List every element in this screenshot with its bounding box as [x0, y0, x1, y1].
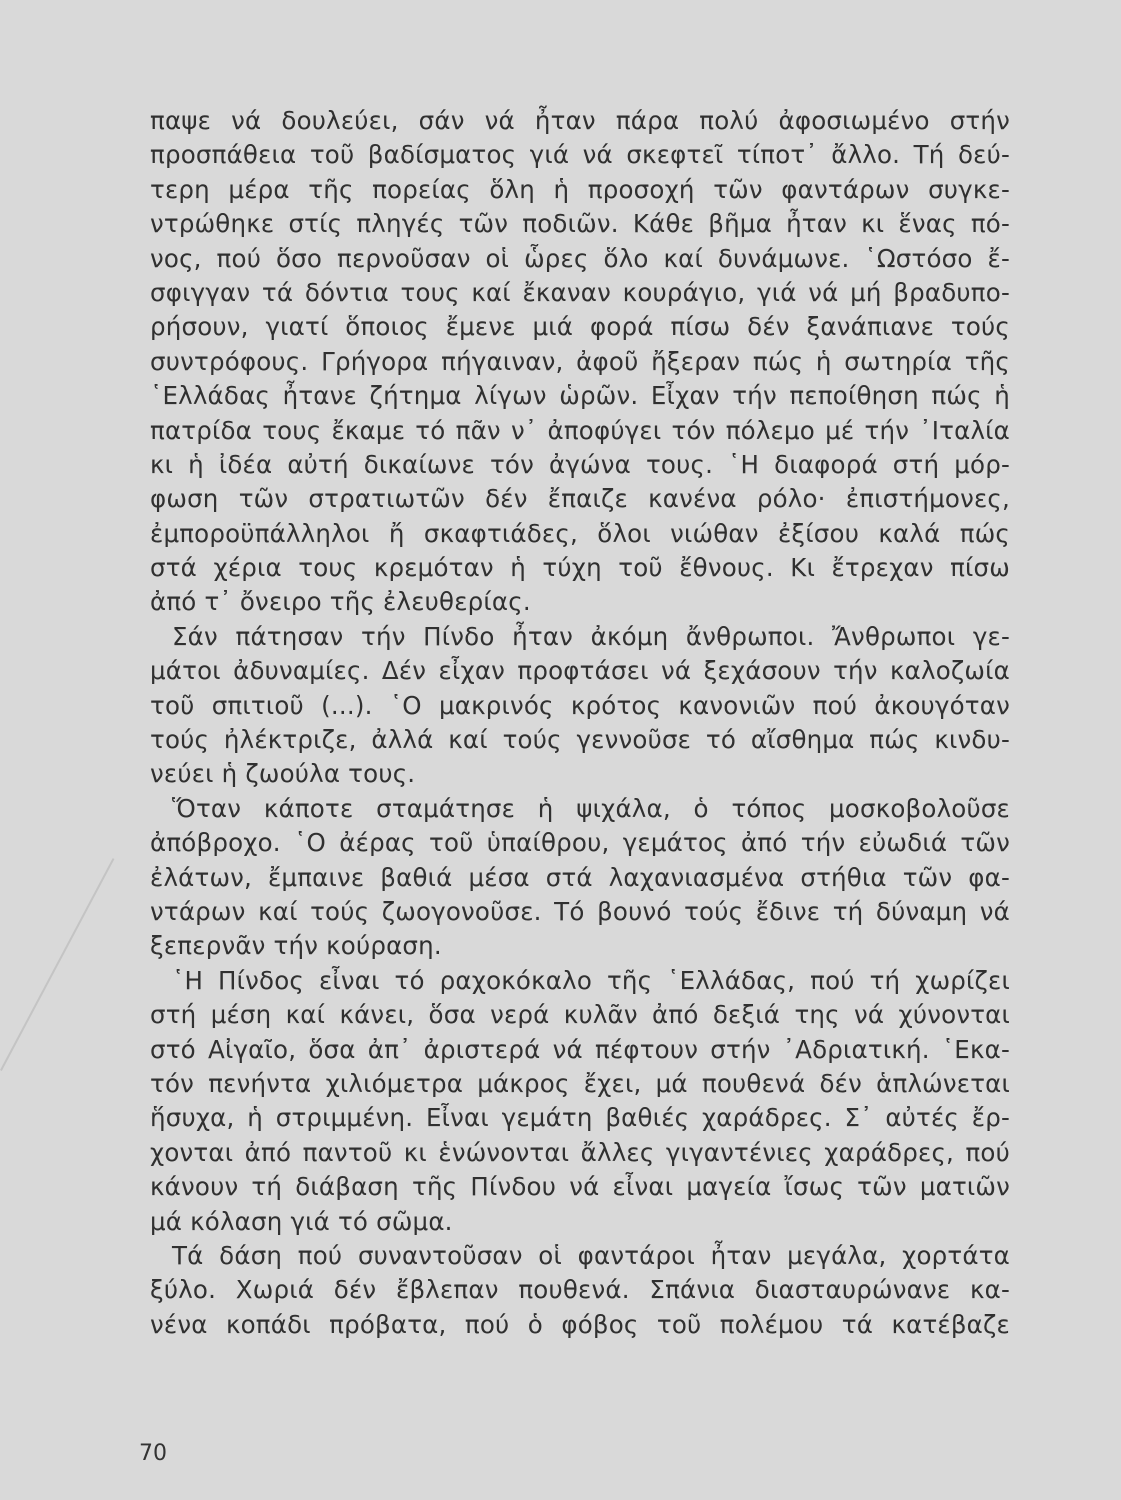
text-line: Ὅταν κάποτε σταμάτησε ἡ ψιχάλα, ὁ τόπος μοσκοβολοῦσε [172, 793, 1010, 823]
text-line: σφιγγαν τά δόντια τους καί ἔκαναν κουράγιο, γιά νά μή βραδυπο- [150, 277, 1010, 307]
text-line: νένα κοπάδι πρόβατα, πού ὁ φόβος τοῦ πολέμου τά κατέβαζε [150, 1309, 1010, 1339]
text-line: ῾Η Πίνδος εἶναι τό ραχοκόκαλο τῆς ῾Ελλάδας, πού τή χωρίζει [172, 965, 1010, 995]
text-line: Τά δάση πού συναντοῦσαν οἱ φαντάροι ἦταν μεγάλα, χορτάτα [172, 1240, 1010, 1270]
text-line: ξύλο. Χωριά δέν ἔβλεπαν πουθενά. Σπάνια διασταυρώνανε κα- [150, 1275, 1010, 1305]
text-line: παψε νά δουλεύει, σάν νά ἦταν πάρα πολύ ἀφοσιωμένο στήν [150, 106, 1010, 135]
text-line: ντρώθηκε στίς πληγές τῶν ποδιῶν. Κάθε βῆμα ἦταν κι ἕνας πό- [150, 209, 1010, 239]
text-line: ἀπό τ᾽ ὄνειρο τῆς ἐλευθερίας. [150, 587, 531, 617]
paragraph [150, 964, 1010, 1239]
text-line: χονται ἀπό παντοῦ κι ἑνώνονται ἄλλες γιγαντένιες χαράδρες, πού [150, 1137, 1010, 1167]
text-line: νος, πού ὅσο περνοῦσαν οἱ ὧρες ὅλο καί δυνάμωνε. ῾Ωστόσο ἔ- [150, 243, 1010, 273]
text-line: τούς ἠλέκτριζε, ἀλλά καί τούς γεννοῦσε τό αἴσθημα πώς κινδυ- [150, 725, 1010, 755]
text-line: μάτοι ἀδυναμίες. Δέν εἶχαν προφτάσει νά ξεχάσουν τήν καλοζωία [150, 656, 1010, 686]
text-line: ἐμποροϋπάλληλοι ἤ σκαφτιάδες, ὅλοι νιώθαν ἐξίσου καλά πώς [150, 518, 1010, 548]
text-line: στό Αἰγαῖο, ὅσα ἀπ᾽ ἀριστερά νά πέφτουν στήν ᾽Αδριατική. ῾Εκα- [150, 1034, 1010, 1064]
text-line: κάνουν τή διάβαση τῆς Πίνδου νά εἶναι μαγεία ἴσως τῶν ματιῶν [150, 1172, 1010, 1202]
text-line: πατρίδα τους ἔκαμε τό πᾶν ν᾽ ἀποφύγει τόν πόλεμο μέ τήν ᾽Ιταλία [150, 415, 1010, 445]
paper-crease [0, 858, 114, 1071]
body-text [150, 104, 1010, 1342]
paragraph [150, 792, 1010, 964]
paragraph [150, 104, 1010, 620]
text-line: τοῦ σπιτιοῦ (...). ῾Ο μακρινός κρότος κανονιῶν πού ἀκουγόταν [150, 690, 1010, 720]
text-line: στά χέρια τους κρεμόταν ἡ τύχη τοῦ ἔθνους. Κι ἔτρεχαν πίσω [150, 553, 1010, 583]
text-line: ἐλάτων, ἔμπαινε βαθιά μέσα στά λαχανιασμένα στήθια τῶν φα- [150, 862, 1010, 892]
text-line: ρήσουν, γιατί ὅποιος ἔμενε μιά φορά πίσω δέν ξανάπιανε τούς [150, 312, 1010, 342]
text-line: μά κόλαση γιά τό σῶμα. [150, 1206, 453, 1236]
text-line: ντάρων καί τούς ζωογονοῦσε. Τό βουνό τούς ἔδινε τή δύναμη νά [150, 896, 1010, 926]
text-line: ξεπερνᾶν τήν κούραση. [150, 931, 442, 961]
text-line: στή μέση καί κάνει, ὅσα νερά κυλᾶν ἀπό δεξιά της νά χύνονται [150, 1000, 1010, 1030]
paragraph [150, 620, 1010, 792]
text-line: τερη μέρα τῆς πορείας ὅλη ἡ προσοχή τῶν φαντάρων συγκε- [150, 174, 1010, 204]
text-line: προσπάθεια τοῦ βαδίσματος γιά νά σκεφτεῖ τίποτ᾽ ἄλλο. Τή δεύ- [150, 140, 1010, 170]
text-line: ῾Ελλάδας ἦτανε ζήτημα λίγων ὡρῶν. Εἶχαν τήν πεποίθηση πώς ἡ [150, 381, 1010, 411]
text-line: ἀπόβροχο. ῾Ο ἀέρας τοῦ ὑπαίθρου, γεμάτος ἀπό τήν εὐωδιά τῶν [150, 828, 1010, 858]
text-line: τόν πενήντα χιλιόμετρα μάκρος ἔχει, μά πουθενά δέν ἁπλώνεται [150, 1068, 1010, 1098]
text-line: συντρόφους. Γρήγορα πήγαιναν, ἀφοῦ ἤξεραν πώς ἡ σωτηρία τῆς [150, 346, 1010, 376]
paragraph [150, 1239, 1010, 1342]
text-line: ἥσυχα, ἡ στριμμένη. Εἶναι γεμάτη βαθιές χαράδρες. Σ᾽ αὐτές ἔρ- [150, 1103, 1010, 1133]
text-line: κι ἡ ἰδέα αὐτή δικαίωνε τόν ἀγώνα τους. ῾Η διαφορά στή μόρ- [150, 449, 1010, 479]
text-line: νεύει ἡ ζωούλα τους. [150, 759, 416, 789]
text-line: Σάν πάτησαν τήν Πίνδο ἦταν ἀκόμη ἄνθρωποι. Ἄνθρωποι γε- [172, 621, 1010, 651]
text-line: φωση τῶν στρατιωτῶν δέν ἔπαιζε κανένα ρόλο· ἐπιστήμονες, [150, 484, 1010, 514]
page-number: 70 [139, 1441, 167, 1466]
